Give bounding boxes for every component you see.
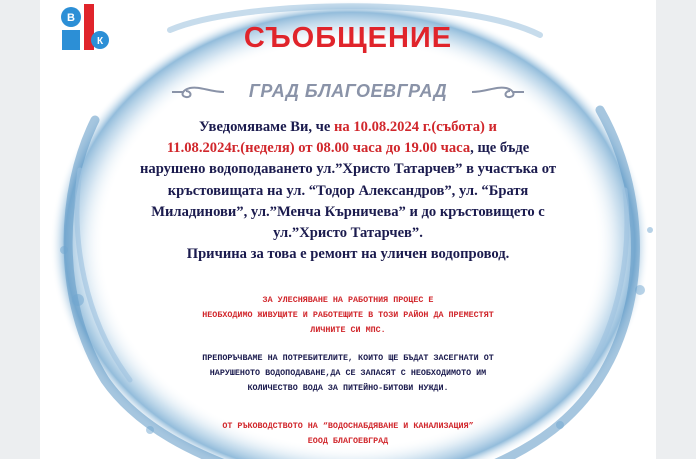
signature-footer: [120, 419, 576, 449]
body-line: Миладинови”, ул.”Менча Кърничева” и до кръстовището с: [151, 203, 545, 220]
logo-letter-bottom: К: [96, 36, 104, 47]
announcement-body: [128, 117, 568, 265]
body-line: Уведомяваме Ви, че на 10.08.2024 г.(събота) и: [199, 119, 497, 135]
date-highlight: на 10.08.2024 г.(събота) и: [334, 119, 497, 135]
body-line: кръстовищата на ул. “Тодор Александров”, ул. “Братя: [167, 182, 529, 199]
body-line: нарушено водоподаването ул.”Христо Татарчев” в участъка от: [139, 161, 557, 178]
city-banner: [170, 78, 526, 106]
body-line: 11.08.2024г.(неделя) от 08.00 часа до 19.00 часа, ще бъде: [166, 140, 530, 157]
water-supply-recommendation: [120, 351, 576, 396]
footer-line: ОТ РЪКОВОДСТВОТО НА “ВОДОСНАБДЯВАНЕ И КАНАЛИЗАЦИЯ”: [222, 421, 474, 431]
vehicle-relocation-notice: [120, 293, 576, 338]
city-name: ГРАД БЛАГОЕВГРАД: [248, 81, 448, 101]
body-line: Причина за това е ремонт на уличен водопровод.: [186, 246, 510, 263]
notice-line: ЛИЧНИТЕ СИ МПС.: [310, 325, 386, 335]
time-highlight: 11.08.2024г.(неделя) от 08.00 часа до 19.00 часа: [166, 140, 471, 157]
notice-line: КОЛИЧЕСТВО ВОДА ЗА ПИТЕЙНО-БИТОВИ НУЖДИ.: [247, 383, 449, 393]
notice-line: ПРЕПОРЪЧВАМЕ НА ПОТРЕБИТЕЛИТЕ, КОИТО ЩЕ БЪДАТ ЗАСЕГНАТИ ОТ: [202, 353, 494, 363]
ornament-right-icon: [470, 82, 526, 102]
notice-title: СЪОБЩЕНИЕ: [243, 22, 453, 54]
footer-line: ЕООД БЛАГОЕВГРАД: [307, 436, 389, 446]
notice-line: НЕОБХОДИМО ЖИВУЩИТЕ И РАБОТЕЩИТЕ В ТОЗИ РАЙОН ДА ПРЕМЕСТЯТ: [202, 310, 494, 320]
logo-letter-top: В: [67, 12, 75, 24]
notice-line: ЗА УЛЕСНЯВАНЕ НА РАБОТНИЯ ПРОЦЕС Е: [262, 295, 434, 305]
body-line: ул.”Христо Татарчев”.: [273, 225, 423, 242]
notice-line: НАРУШЕНОТО ВОДОПОДАВАНЕ,ДА СЕ ЗАПАСЯТ С НЕОБХОДИМОТО ИМ: [209, 368, 487, 378]
